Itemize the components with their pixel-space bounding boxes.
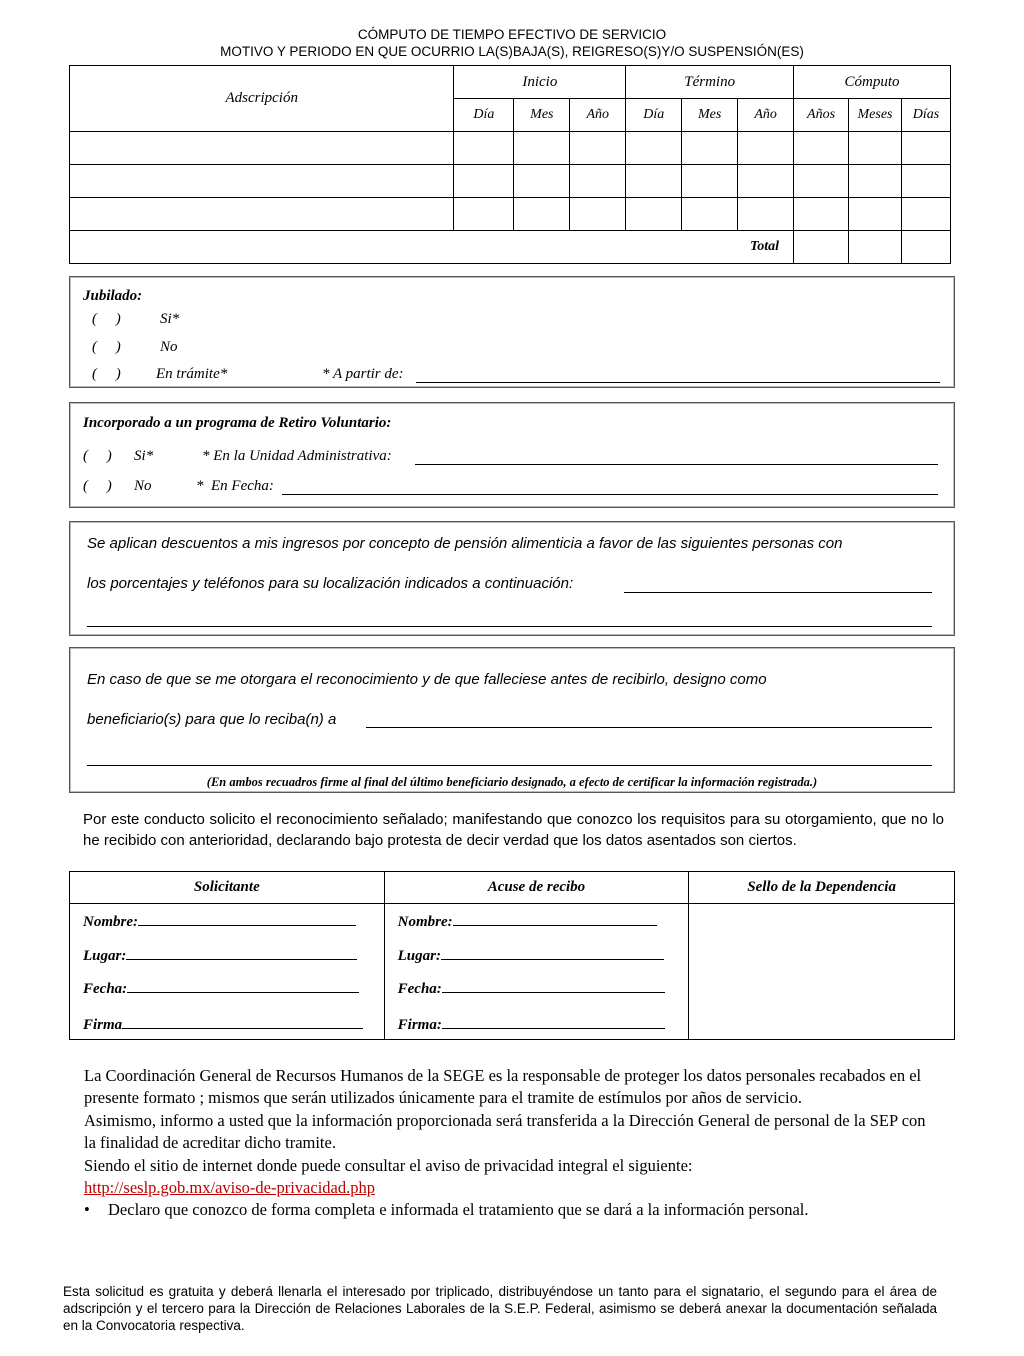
solicitante-lugar-label: Lugar: <box>83 948 127 964</box>
acuse-lugar-label: Lugar: <box>397 948 441 964</box>
retiro-title: Incorporado a un programa de Retiro Voluntario: <box>83 415 392 431</box>
jubilado-si-checkbox[interactable]: ( ) <box>92 311 121 327</box>
jubilado-box <box>69 276 955 388</box>
table-row <box>70 198 951 231</box>
table-cell[interactable] <box>454 198 514 231</box>
beneficiario-field-2[interactable] <box>87 765 932 766</box>
table-cell[interactable] <box>514 165 570 198</box>
privacy-link[interactable]: http://seslp.gob.mx/aviso-de-privacidad.php <box>84 1178 375 1198</box>
pension-box <box>69 521 955 636</box>
table-cell[interactable] <box>626 132 682 165</box>
bullet-icon: • <box>84 1200 90 1220</box>
table-cell[interactable] <box>794 198 849 231</box>
table-cell[interactable] <box>682 165 738 198</box>
table-cell[interactable] <box>514 198 570 231</box>
total-row <box>70 231 951 264</box>
sello-cell[interactable] <box>689 904 955 1040</box>
acuse-firma-field[interactable] <box>442 1028 665 1029</box>
retiro-box <box>69 402 955 508</box>
jubilado-tramite-checkbox[interactable]: ( ) <box>92 366 121 382</box>
acuse-fecha-label: Fecha: <box>397 981 442 997</box>
retiro-fecha-label: * En Fecha: <box>196 478 274 494</box>
privacy-paragraph-2: Asimismo, informo a usted que la información proporcionada será transferida a la Dirección General de personal de la SEP con la finalidad de acreditar dicho tramite. <box>84 1110 926 1153</box>
acuse-fecha-field[interactable] <box>442 992 665 993</box>
adscripcion-cell[interactable] <box>70 198 454 231</box>
termino-ano-header: Año <box>738 99 794 132</box>
computo-dias-header: Días <box>901 99 950 132</box>
total-meses-cell[interactable] <box>849 231 902 264</box>
solicitante-nombre-label: Nombre: <box>83 914 138 930</box>
form-subtitle: MOTIVO Y PERIODO EN QUE OCURRIO LA(S)BAJA(S), REIGRESO(S)Y/O SUSPENSIÓN(ES) <box>220 44 804 59</box>
jubilado-no-label: No <box>160 339 178 355</box>
acuse-nombre-label: Nombre: <box>397 914 453 930</box>
table-cell[interactable] <box>454 165 514 198</box>
pension-text-line2: los porcentajes y teléfonos para su localización indicados a continuación: <box>87 575 574 592</box>
retiro-si-label: Si* <box>134 448 154 464</box>
solicitante-nombre-field[interactable] <box>138 925 356 926</box>
firma-note: (En ambos recuadros firme al final del último beneficiario designado, a efecto de certificar la información registrada.) <box>206 775 818 789</box>
table-row <box>70 132 951 165</box>
table-cell[interactable] <box>794 165 849 198</box>
table-cell[interactable] <box>682 132 738 165</box>
privacy-paragraph-1: La Coordinación General de Recursos Humanos de la SEGE es la responsable de proteger los datos personales recabados en el presente formato ; mismos que serán utilizados únicamente para el tramite de estímulos por años de servicio. <box>84 1066 922 1108</box>
table-cell[interactable] <box>626 165 682 198</box>
footer-note: Esta solicitud es gratuita y deberá llenarla el interesado por triplicado, distribuyéndose un tanto para el signatario, el segundo para el área de adscripción y el tercero para la Dirección de Relaciones Laborales de la S.E.P. Federal, asimismo se deberá anexar la documentación señalada en la Convocatoria respectiva. <box>63 1284 937 1333</box>
table-cell[interactable] <box>454 132 514 165</box>
table-cell[interactable] <box>570 198 626 231</box>
solicitante-firma-field[interactable] <box>122 1028 363 1029</box>
privacy-bullet: Declaro que conozco de forma completa e informada el tratamiento que se dará a la información personal. <box>108 1200 809 1220</box>
table-cell[interactable] <box>901 198 950 231</box>
table-cell[interactable] <box>682 198 738 231</box>
adscripcion-header: Adscripción <box>70 66 454 132</box>
declaration-text: Por este conducto solicito el reconocimiento señalado; manifestando que conozco los requisitos para su otorgamiento, que no lo he recibido con anterioridad, declarando bajo protesta de decir verdad que los datos asentados son ciertos. <box>83 811 944 849</box>
termino-header: Término <box>626 66 794 99</box>
solicitante-header: Solicitante <box>70 872 385 904</box>
unidad-label: * En la Unidad Administrativa: <box>202 448 392 464</box>
termino-mes-header: Mes <box>682 99 738 132</box>
solicitante-fecha-label: Fecha: <box>83 981 128 997</box>
beneficiario-text-line1: En caso de que se me otorgara el reconocimiento y de que falleciese antes de recibirlo, designo como <box>87 671 767 688</box>
acuse-lugar-field[interactable] <box>441 959 664 960</box>
solicitante-fecha-field[interactable] <box>127 992 359 993</box>
acuse-firma-label: Firma: <box>397 1017 442 1033</box>
retiro-fecha-field[interactable] <box>282 494 938 495</box>
acuse-nombre-field[interactable] <box>453 925 657 926</box>
computo-header: Cómputo <box>794 66 951 99</box>
termino-dia-header: Día <box>626 99 682 132</box>
adscripcion-cell[interactable] <box>70 132 454 165</box>
service-time-table <box>69 65 951 264</box>
table-cell[interactable] <box>901 165 950 198</box>
signature-table <box>69 871 955 1040</box>
table-cell[interactable] <box>738 165 794 198</box>
jubilado-si-label: Si* <box>160 311 180 327</box>
retiro-no-label: No <box>134 478 152 494</box>
pension-field-1[interactable] <box>624 592 932 593</box>
privacy-notice <box>84 1065 940 1222</box>
retiro-no-checkbox[interactable]: ( ) <box>83 478 112 494</box>
inicio-mes-header: Mes <box>514 99 570 132</box>
total-label: Total <box>70 231 794 264</box>
jubilado-tramite-label: En trámite* <box>156 366 228 382</box>
beneficiario-field-1[interactable] <box>366 727 932 728</box>
solicitante-lugar-field[interactable] <box>126 959 357 960</box>
privacy-paragraph-3: Siendo el sitio de internet donde puede consultar el aviso de privacidad integral el siguiente: <box>84 1155 693 1175</box>
beneficiario-box <box>69 647 955 793</box>
table-cell[interactable] <box>849 198 902 231</box>
adscripcion-cell[interactable] <box>70 165 454 198</box>
inicio-dia-header: Día <box>454 99 514 132</box>
table-cell[interactable] <box>626 198 682 231</box>
inicio-ano-header: Año <box>570 99 626 132</box>
a-partir-field[interactable] <box>416 382 940 383</box>
pension-field-2[interactable] <box>87 626 932 627</box>
jubilado-title: Jubilado: <box>83 288 143 304</box>
retiro-si-checkbox[interactable]: ( ) <box>83 448 112 464</box>
table-cell[interactable] <box>901 132 950 165</box>
table-cell[interactable] <box>570 165 626 198</box>
total-dias-cell[interactable] <box>901 231 950 264</box>
table-cell[interactable] <box>794 132 849 165</box>
table-cell[interactable] <box>849 132 902 165</box>
table-cell[interactable] <box>738 132 794 165</box>
a-partir-label: * A partir de: <box>322 366 404 382</box>
sello-header: Sello de la Dependencia <box>689 872 955 904</box>
computo-anos-header: Años <box>794 99 849 132</box>
pension-text-line1: Se aplican descuentos a mis ingresos por concepto de pensión alimenticia a favor de las siguientes personas con <box>87 535 843 552</box>
unidad-field[interactable] <box>415 464 938 465</box>
acuse-header: Acuse de recibo <box>384 872 689 904</box>
acuse-cell <box>384 904 689 1040</box>
solicitante-cell <box>70 904 385 1040</box>
table-row <box>70 165 951 198</box>
table-cell[interactable] <box>849 165 902 198</box>
beneficiario-text-line2: beneficiario(s) para que lo reciba(n) a <box>87 711 337 728</box>
jubilado-no-checkbox[interactable]: ( ) <box>92 339 121 355</box>
table-cell[interactable] <box>514 132 570 165</box>
computo-meses-header: Meses <box>849 99 902 132</box>
table-cell[interactable] <box>570 132 626 165</box>
solicitante-firma-label: Firma <box>83 1017 123 1033</box>
inicio-header: Inicio <box>454 66 626 99</box>
form-title: CÓMPUTO DE TIEMPO EFECTIVO DE SERVICIO <box>357 27 667 42</box>
total-anos-cell[interactable] <box>794 231 849 264</box>
table-cell[interactable] <box>738 198 794 231</box>
